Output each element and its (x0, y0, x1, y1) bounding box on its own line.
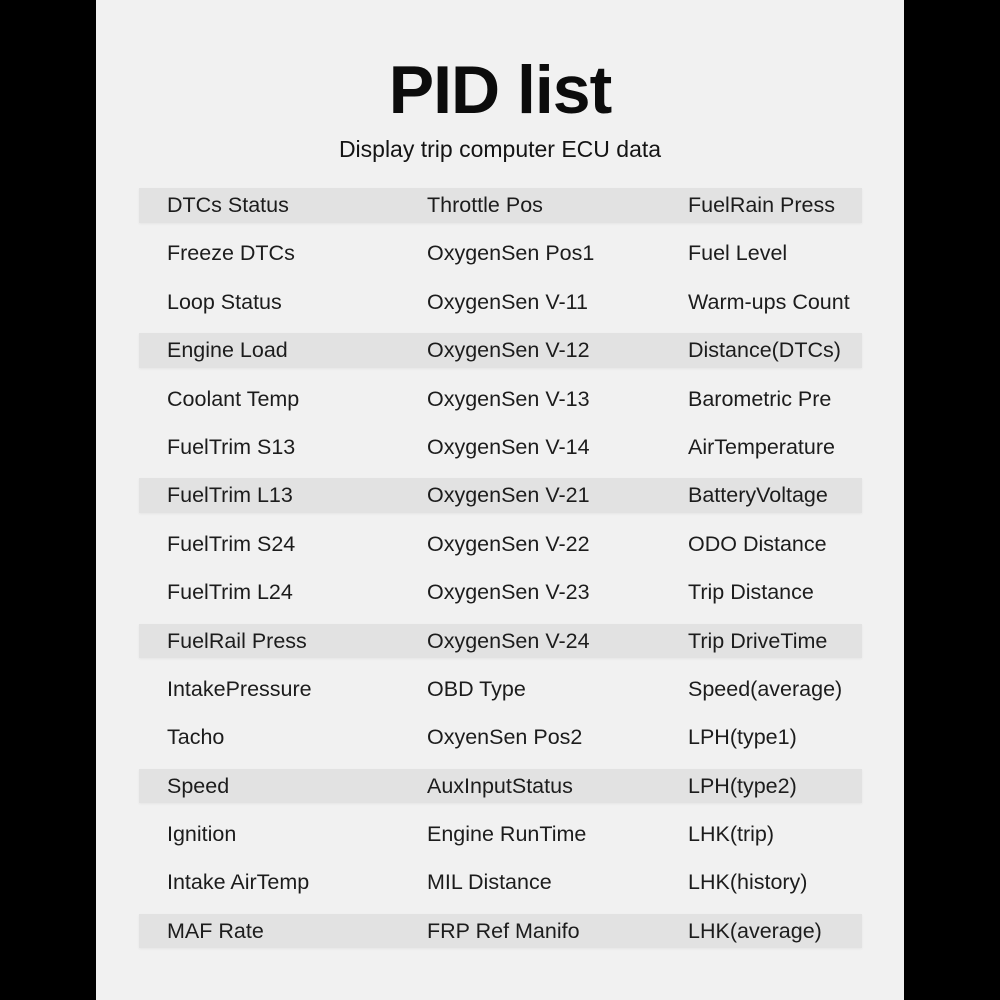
pid-cell: OxygenSen Pos1 (427, 241, 595, 266)
page-title: PID list (388, 52, 612, 128)
pid-cell: FuelTrim L13 (167, 483, 293, 508)
pid-cell: OBD Type (427, 676, 526, 701)
pid-cell: Tacho (167, 725, 225, 750)
pid-cell: OxygenSen V-21 (427, 483, 590, 508)
pid-cell: LHK(average) (688, 918, 822, 943)
pid-row (139, 333, 862, 368)
pid-cell: Fuel Level (688, 241, 788, 266)
pid-cell: Speed(average) (688, 676, 843, 701)
pid-cell: Ignition (167, 822, 237, 847)
pid-cell: MAF Rate (167, 918, 264, 943)
pid-cell: Coolant Temp (167, 386, 300, 411)
pid-row (139, 769, 862, 804)
pid-row (139, 817, 862, 852)
pid-cell: LHK(history) (688, 870, 808, 895)
pid-cell: Intake AirTemp (167, 870, 310, 895)
pid-cell: Throttle Pos (427, 193, 543, 217)
pid-cell: Distance(DTCs) (688, 338, 841, 363)
pid-cell: OxygenSen V-22 (427, 531, 590, 556)
pid-cell: Engine Load (167, 338, 288, 363)
pid-cell: FuelTrim S13 (167, 434, 296, 459)
pid-row (139, 285, 862, 320)
pid-cell: OxygenSen V-11 (427, 289, 588, 314)
pid-row (139, 478, 862, 513)
pid-cell: LPH(type1) (688, 725, 797, 750)
pid-cell: BatteryVoltage (688, 483, 828, 508)
pid-cell: Trip DriveTime (688, 628, 828, 653)
pid-cell: Trip Distance (688, 580, 814, 605)
pid-cell: Freeze DTCs (167, 241, 295, 266)
pid-cell: DTCs Status (167, 193, 289, 217)
pid-cell: OxygenSen V-23 (427, 580, 590, 605)
pid-row (139, 188, 862, 223)
pid-cell: Engine RunTime (427, 822, 587, 847)
page-subtitle: Display trip computer ECU data (338, 136, 662, 162)
pid-cell: AuxInputStatus (427, 773, 573, 798)
pid-row (139, 914, 862, 949)
pid-cell: LHK(trip) (688, 822, 775, 847)
pid-cell: MIL Distance (427, 870, 552, 895)
pid-cell: FuelRail Press (167, 628, 307, 653)
pid-cell: Loop Status (167, 289, 282, 314)
letterbox-right (904, 0, 1000, 1000)
pid-row (139, 865, 862, 900)
pid-cell: AirTemperature (688, 434, 835, 459)
pid-row (139, 672, 862, 707)
pid-table (139, 188, 862, 962)
pid-row (139, 527, 862, 562)
pid-cell: FuelTrim L24 (167, 580, 293, 605)
pid-cell: OxygenSen V-13 (427, 386, 590, 411)
pid-cell: OxygenSen V-12 (427, 338, 590, 363)
pid-cell: Barometric Pre (688, 386, 832, 411)
pid-cell: OxygenSen V-24 (427, 628, 590, 653)
letterbox-left (0, 0, 96, 1000)
pid-cell: OxyenSen Pos2 (427, 725, 583, 750)
pid-cell: Speed (167, 773, 230, 798)
pid-cell: Warm-ups Count (688, 289, 850, 314)
pid-cell: ODO Distance (688, 531, 827, 556)
pid-row (139, 382, 862, 417)
pid-row (139, 624, 862, 659)
content-panel (96, 0, 904, 1000)
pid-cell: OxygenSen V-14 (427, 434, 590, 459)
pid-cell: FRP Ref Manifo (427, 918, 580, 943)
pid-row (139, 575, 862, 610)
pid-row (139, 430, 862, 465)
pid-cell: FuelRain Press (688, 193, 835, 217)
pid-cell: IntakePressure (167, 676, 312, 701)
pid-row (139, 236, 862, 271)
pid-cell: LPH(type2) (688, 773, 797, 798)
pid-cell: FuelTrim S24 (167, 531, 296, 556)
pid-row (139, 720, 862, 755)
